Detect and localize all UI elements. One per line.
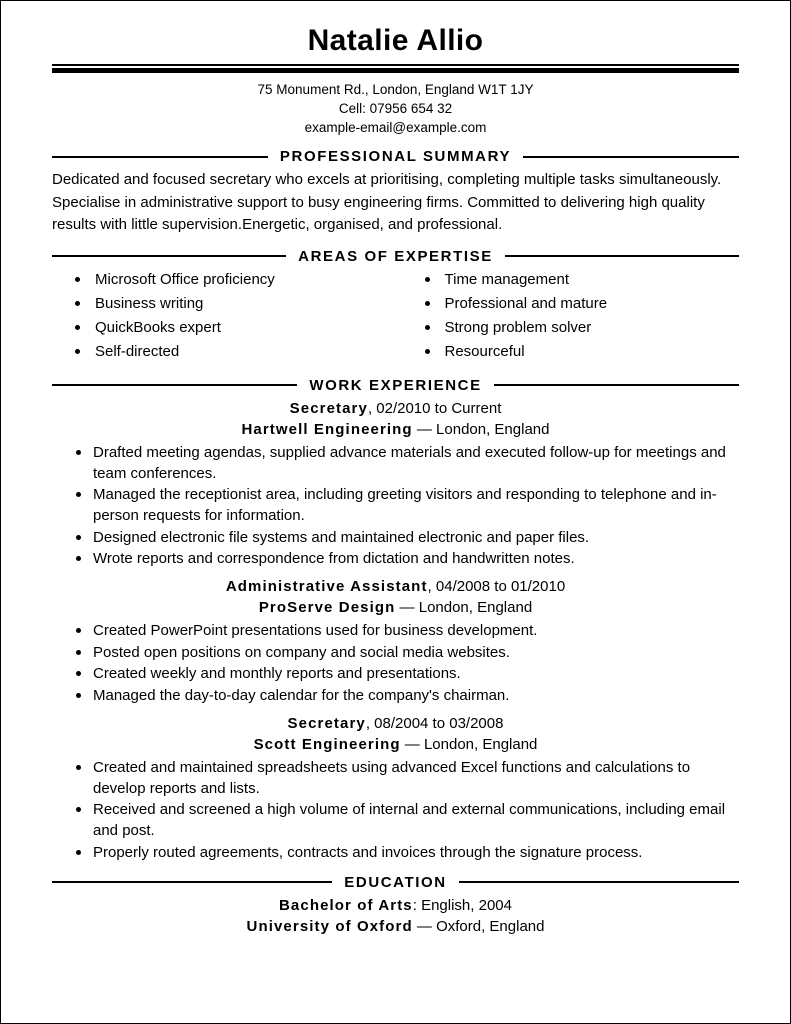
header-rule-thick (52, 68, 739, 73)
job-title: Administrative Assistant (225, 578, 428, 595)
education-degree-line (52, 895, 739, 916)
expertise-list-right (416, 270, 740, 362)
education-school-location: — Oxford, England (412, 917, 545, 935)
section-rule-right (494, 384, 739, 386)
list-item: Posted open positions on company and social media websites. (52, 642, 739, 663)
list-item: Managed the receptionist area, including greeting visitors and responding to telephone and in-person requests for information. (52, 484, 739, 526)
expertise-column-right (396, 270, 740, 366)
job-company-line (52, 419, 739, 440)
section-title-education: EDUCATION (344, 873, 447, 891)
contact-address: 75 Monument Rd., London, England W1T 1JY (257, 82, 534, 97)
section-rule-left (52, 384, 297, 386)
expertise-list-left (66, 270, 396, 362)
job-title: Secretary (287, 714, 366, 732)
expertise-columns (52, 270, 739, 366)
contact-block (52, 80, 739, 137)
candidate-name: Natalie Allio (307, 24, 484, 57)
job-dates: , 02/2010 to Current (367, 399, 502, 417)
job-title-line (52, 398, 739, 419)
section-header-education (52, 874, 739, 891)
list-item: Created PowerPoint presentations used for business development. (52, 620, 739, 641)
job-company-line (52, 597, 739, 618)
summary-paragraph: Dedicated and focused secretary who excels at prioritising, completing multiple tasks simultaneously. Specialise in administrative support to busy engineering firms. Committed to delivering high quality results with little supervision.Energetic, organised, and professional. (52, 171, 722, 233)
list-item: Drafted meeting agendas, supplied advance materials and executed follow-up for meetings and team conferences. (52, 442, 739, 484)
expertise-column-left (52, 270, 396, 366)
education-degree: Bachelor of Arts (279, 896, 413, 914)
job-title: Secretary (289, 399, 368, 417)
list-item: Time management (416, 270, 740, 290)
education-school: University of Oxford (246, 917, 413, 935)
list-item: Microsoft Office proficiency (66, 270, 396, 290)
list-item: Wrote reports and correspondence from dictation and handwritten notes. (52, 548, 739, 569)
job-bullet-list (52, 620, 739, 706)
section-rule-right (505, 255, 739, 257)
contact-phone: Cell: 07956 654 32 (338, 101, 453, 116)
job-entry (52, 576, 739, 706)
list-item: Managed the day-to-day calendar for the company's chairman. (52, 685, 739, 706)
job-company-line (52, 734, 739, 755)
education-entry (52, 895, 739, 937)
job-company: ProServe Design (258, 599, 396, 616)
list-item: QuickBooks expert (66, 318, 396, 338)
section-header-summary (52, 148, 739, 165)
list-item: Created weekly and monthly reports and presentations. (52, 663, 739, 684)
job-location: — London, England (395, 599, 533, 616)
section-rule-left (52, 255, 286, 257)
section-title-summary: PROFESSIONAL SUMMARY (279, 148, 512, 165)
job-entry (52, 398, 739, 570)
list-item: Resourceful (416, 342, 740, 362)
job-bullet-list (52, 757, 739, 863)
section-header-expertise (52, 248, 739, 265)
education-degree-detail: : English, 2004 (412, 896, 512, 914)
education-school-line (52, 916, 739, 937)
job-title-line (52, 713, 739, 734)
section-rule-left (52, 156, 268, 158)
job-entry (52, 713, 739, 863)
list-item: Professional and mature (416, 294, 740, 314)
list-item: Strong problem solver (416, 318, 740, 338)
resume-header (52, 23, 739, 137)
job-company: Hartwell Engineering (241, 420, 413, 438)
list-item: Self-directed (66, 342, 396, 362)
section-header-experience (52, 377, 739, 394)
job-location: — London, England (400, 735, 538, 753)
list-item: Created and maintained spreadsheets using advanced Excel functions and calculations to develop reports and lists. (52, 757, 739, 799)
job-title-line (52, 576, 739, 597)
job-dates: , 04/2008 to 01/2010 (427, 578, 566, 595)
list-item: Properly routed agreements, contracts and invoices through the signature process. (52, 842, 739, 863)
section-rule-right (523, 156, 739, 158)
contact-email: example-email@example.com (304, 120, 487, 135)
job-location: — London, England (412, 420, 550, 438)
list-item: Received and screened a high volume of internal and external communications, including email and post. (52, 799, 739, 841)
resume-content (1, 1, 790, 937)
section-title-experience: WORK EXPERIENCE (309, 376, 482, 394)
job-dates: , 08/2004 to 03/2008 (365, 714, 504, 732)
job-company: Scott Engineering (253, 735, 401, 753)
section-rule-left (52, 881, 332, 883)
list-item: Business writing (66, 294, 396, 314)
list-item: Designed electronic file systems and maintained electronic and paper files. (52, 527, 739, 548)
job-bullet-list (52, 442, 739, 570)
section-rule-right (459, 881, 739, 883)
header-divider (52, 64, 739, 73)
section-title-expertise: AREAS OF EXPERTISE (298, 247, 493, 265)
